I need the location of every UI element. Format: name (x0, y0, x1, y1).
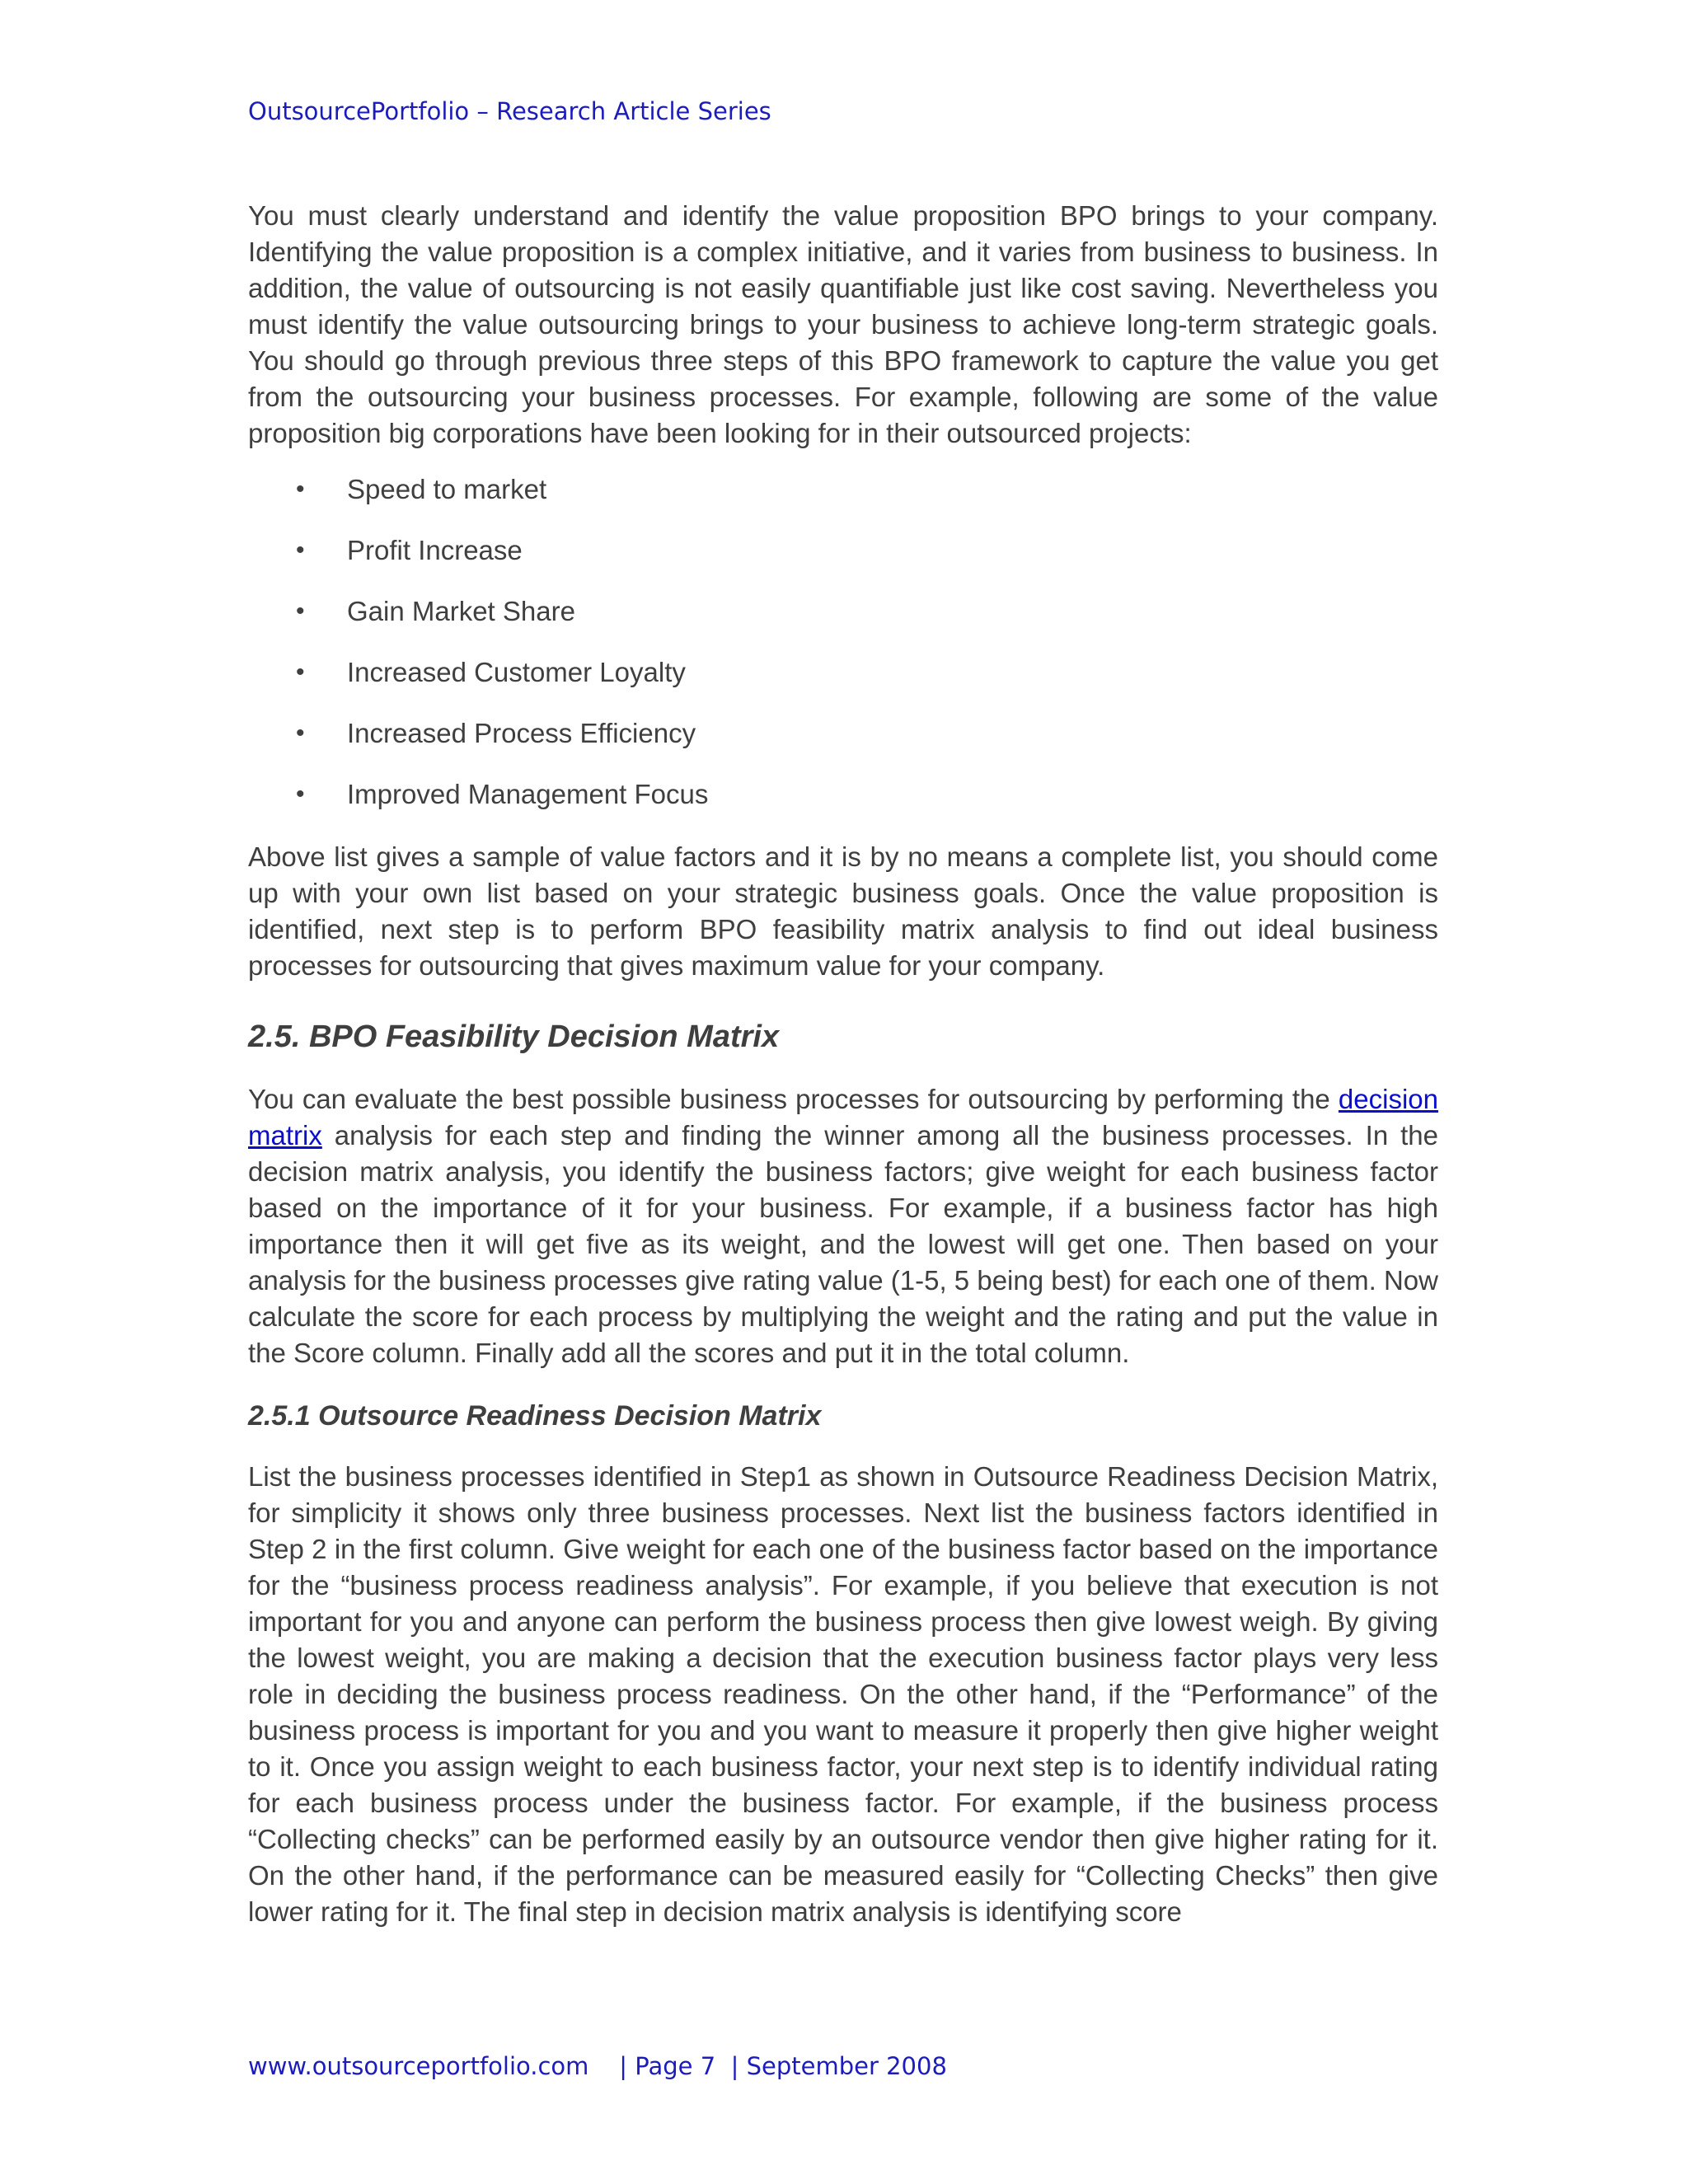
list-item: • Improved Management Focus (248, 776, 1438, 837)
paragraph-text-rest: analysis for each step and finding the winner among all the business processes. In the decision matrix analysis, you identify the business factors; give weight for each business factor based on the importance of it for your business. For example, if a business factor has high importance then it will get five as its weight, and the lowest will get one. Then based on your analysis for the business processes give rating value (1-5, 5 being best) for each one of them. Now calculate the score for each process by multiplying the weight and the rating and put the value in the Score column. Finally add all the scores and put it in the total column. (248, 1120, 1438, 1368)
subsection-heading: 2.5.1 Outsource Readiness Decision Matrix (248, 1400, 822, 1432)
page-content (248, 198, 1438, 1930)
publication-date: | September 2008 (730, 2052, 947, 2080)
page-footer (248, 2052, 947, 2080)
paragraph-text-start: You can evaluate the best possible business processes for outsourcing by performing the (248, 1084, 1339, 1114)
list-item: • Gain Market Share (248, 593, 1438, 654)
decision-matrix-link[interactable]: decision matrix (248, 1084, 1438, 1151)
section-heading: 2.5. BPO Feasibility Decision Matrix (248, 1019, 780, 1054)
list-item: • Increased Customer Loyalty (248, 654, 1438, 715)
list-item: • Profit Increase (248, 532, 1438, 593)
paragraph-decision-matrix (248, 1081, 1438, 1371)
page-number: | Page 7 (619, 2052, 716, 2080)
paragraph-value-proposition: You must clearly understand and identify the value proposition BPO brings to your company. Identifying the value proposition is a complex initiative, and it varies from business to business. In addition, the value of outsourcing is not easily quantifiable just like cost saving. Nevertheless you must identify the value outsourcing brings to your business to achieve long-term strategic goals. You should go through previous three steps of this BPO framework to capture the value you get from the outsourcing your business processes. For example, following are some of the value proposition big corporations have been looking for in their outsourced projects: (248, 200, 1438, 448)
list-item: • Speed to market (248, 471, 1438, 532)
website-link[interactable]: www.outsourceportfolio.com (248, 2052, 589, 2080)
list-item: • Increased Process Efficiency (248, 715, 1438, 776)
paragraph-readiness-matrix: List the business processes identified in Step1 as shown in Outsource Readiness Decision Matrix, for simplicity it shows only three business processes. Next list the business factors identified in Step 2 in the first column. Give weight for each one of the business factor based on the importance for the “business process readiness analysis”. For example, if you believe that execution is not important for you and anyone can perform the business process then give lowest weigh. By giving the lowest weight, you are making a decision that the execution business factor plays very less role in deciding the business process readiness. On the other hand, if the “Performance” of the business process is important for you and you want to measure it properly then give higher weight to it. Once you assign weight to each business factor, your next step is to identify individual rating for each business process under the business factor. For example, if the business process “Collecting checks” can be performed easily by an outsource vendor then give higher rating for it. On the other hand, if the performance can be measured easily for “Collecting Checks” then give lower rating for it. The final step in decision matrix analysis is identifying score (248, 1461, 1438, 1927)
value-factor-list (248, 471, 1438, 837)
running-header: OutsourcePortfolio – Research Article Series (248, 97, 771, 125)
paragraph-value-factors: Above list gives a sample of value factors and it is by no means a complete list, you should come up with your own list based on your strategic business goals. Once the value proposition is identified, next step is to perform BPO feasibility matrix analysis to find out ideal business processes for outsourcing that gives maximum value for your company. (248, 841, 1438, 981)
